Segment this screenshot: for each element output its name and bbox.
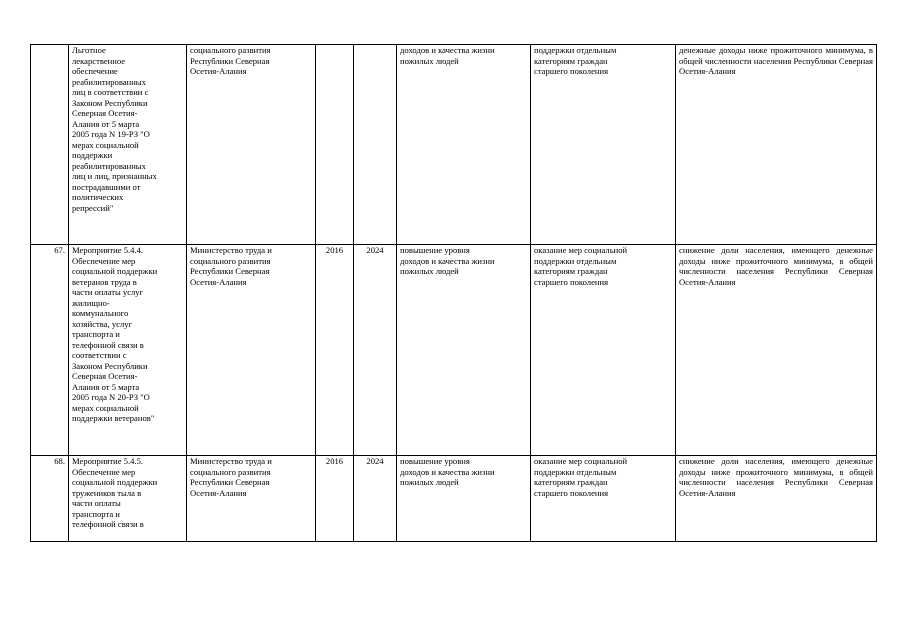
start-year bbox=[316, 45, 354, 245]
expected-result: оказание мер социальной поддержки отдельным категориям граждан старшего поколения bbox=[531, 245, 676, 456]
executor: Министерство труда и социального развития Республики Северная Осетия-Алания bbox=[187, 245, 316, 456]
measure-name: Мероприятие 5.4.5. Обеспечение мер социальной поддержки тружеников тыла в части оплаты транспорта и телефонной связи в bbox=[69, 456, 187, 542]
indicator: снижение доли населения, имеющего денежные доходы ниже прожиточного минимума, в общей численности населения Республики Северная Осетия-Алания bbox=[676, 456, 877, 542]
row-number: 67. bbox=[31, 245, 69, 456]
row-number bbox=[31, 45, 69, 245]
executor: социального развития Республики Северная Осетия-Алания bbox=[187, 45, 316, 245]
executor: Министерство труда и социального развития Республики Северная Осетия-Алания bbox=[187, 456, 316, 542]
indicator: снижение доли населения, имеющего денежные доходы ниже прожиточного минимума, в общей численности населения Республики Северная Осетия-Алания bbox=[676, 245, 877, 456]
goal: доходов и качества жизни пожилых людей bbox=[397, 45, 531, 245]
expected-result: оказание мер социальной поддержки отдельным категориям граждан старшего поколения bbox=[531, 456, 676, 542]
program-table bbox=[30, 44, 877, 542]
start-year: 2016 bbox=[316, 456, 354, 542]
row-number: 68. bbox=[31, 456, 69, 542]
table-row bbox=[31, 245, 877, 456]
table-row bbox=[31, 456, 877, 542]
start-year: 2016 bbox=[316, 245, 354, 456]
goal: повышение уровня доходов и качества жизни пожилых людей bbox=[397, 245, 531, 456]
measure-name: Льготное лекарственное обеспечение реабилитированных лиц в соответствии с Законом Республики Северная Осетия- Алания от 5 марта 2005 года N 19-РЗ "О мерах социальной поддержки реабилитированных лиц и лиц, признанных пострадавшими от политических репрессий" bbox=[69, 45, 187, 245]
end-year: 2024 bbox=[354, 456, 397, 542]
table-row bbox=[31, 45, 877, 245]
expected-result: поддержки отдельным категориям граждан старшего поколения bbox=[531, 45, 676, 245]
end-year: 2024 bbox=[354, 245, 397, 456]
end-year bbox=[354, 45, 397, 245]
goal: повышение уровня доходов и качества жизни пожилых людей bbox=[397, 456, 531, 542]
indicator: денежные доходы ниже прожиточного минимума, в общей численности населения Республики Северная Осетия-Алания bbox=[676, 45, 877, 245]
measure-name: Мероприятие 5.4.4. Обеспечение мер социальной поддержки ветеранов труда в части оплаты услуг жилищно- коммунального хозяйства, услуг транспорта и телефонной связи в соответствии с Законом Республики Северная Осетия- Алания от 5 марта 2005 года N 20-РЗ "О мерах социальной поддержки ветеранов" bbox=[69, 245, 187, 456]
